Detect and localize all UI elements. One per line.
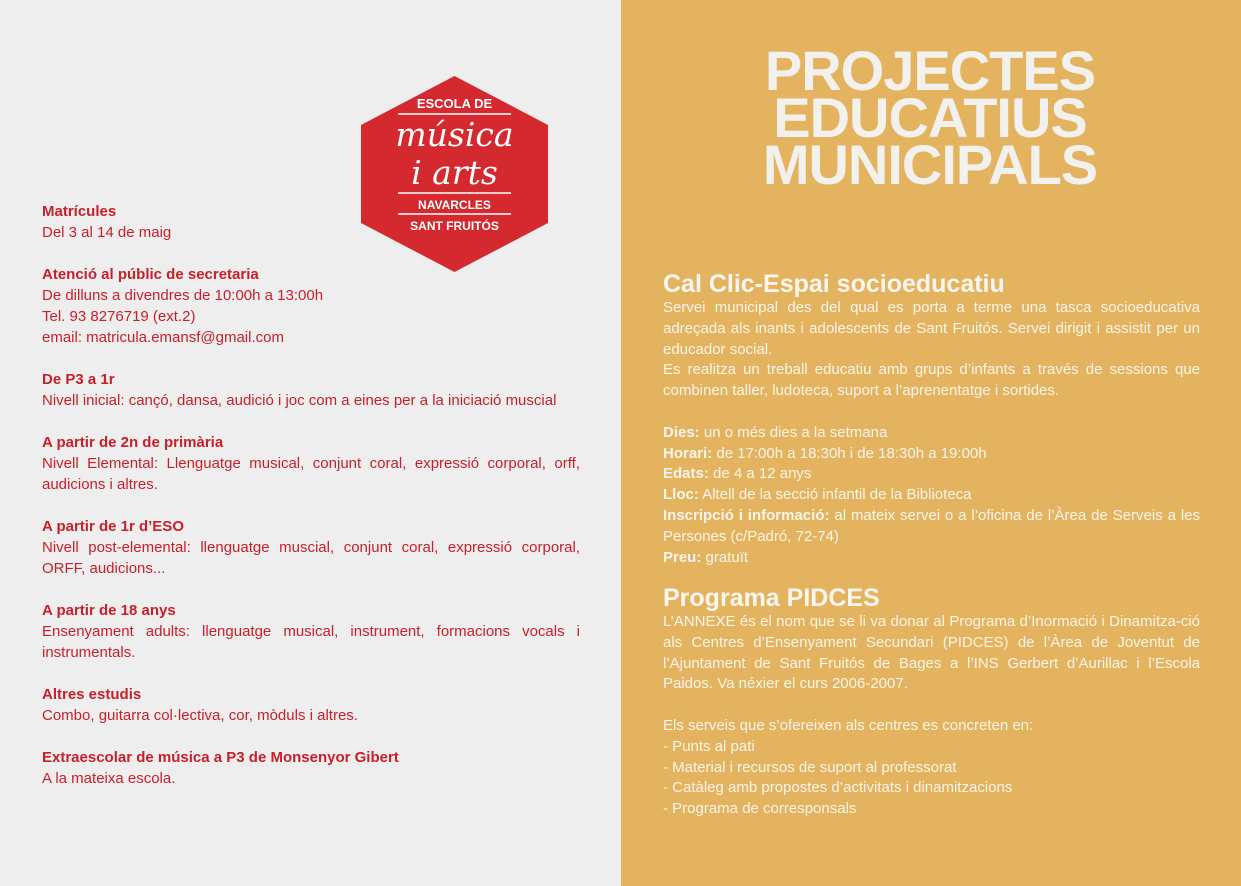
info-line: Ensenyament adults: llenguatge musical, instrument, formacions vocals i instrumentals. — [42, 623, 580, 661]
section-title: Programa PIDCES — [663, 584, 880, 612]
logo-line2: música — [395, 115, 514, 154]
detail-value: Altell de la secció infantil de la Biblioteca — [698, 486, 972, 504]
info-block-adults — [42, 600, 580, 663]
detail-label: Lloc: — [663, 486, 699, 504]
logo-line1: ESCOLA DE — [416, 96, 493, 111]
detail-label: Preu: — [663, 548, 702, 566]
title-line: PROJECTES — [764, 39, 1096, 102]
logo-line4: NAVARCLES — [418, 198, 491, 212]
info-block-primaria — [42, 432, 580, 495]
info-email: email: matricula.emansf@gmail.com — [42, 329, 284, 346]
section-title: Cal Clic-Espai socioeducatiu — [663, 270, 1005, 298]
info-title: A partir de 2n de primària — [42, 434, 224, 451]
detail-label: Horari: — [663, 444, 713, 462]
detail-value: al mateix servei o a l’oficina de l’Àrea de Serveis a les Persones (c/Padró, 72-74) — [663, 506, 1201, 545]
info-title: A partir de 1r d’ESO — [42, 518, 184, 535]
detail-label: Inscripció i informació: — [663, 506, 830, 524]
info-block-extraescolar — [42, 747, 580, 789]
info-title: A partir de 18 anys — [42, 602, 176, 619]
info-block-p3 — [42, 369, 580, 411]
detail-preu — [663, 548, 1200, 569]
pidces-section — [663, 584, 1200, 820]
info-line: Nivell Elemental: Llenguatge musical, conjunt coral, expressió corporal, orff, audicions i altres. — [42, 455, 580, 493]
detail-value: de 4 a 12 anys — [708, 465, 812, 483]
list-item: - Material i recursos de suport al professorat — [663, 758, 957, 776]
logo-line5: SANT FRUITÓS — [410, 219, 499, 233]
list-item: - Catàleg amb propostes d’activitats i dinamitzacions — [663, 779, 1013, 797]
info-title: Extraescolar de música a P3 de Monsenyor Gibert — [42, 749, 399, 766]
info-title: De P3 a 1r — [42, 371, 115, 388]
paragraph: Servei municipal des del qual es porta a terme una tasca socioeducativa adreçada als inants i adolescents de Sant Fruitós. Servei dirigit i assistit per un educador social. — [663, 299, 1200, 358]
list-item: - Programa de corresponsals — [663, 800, 857, 818]
detail-dies — [663, 423, 1200, 444]
page-title — [700, 39, 1160, 196]
detail-value: un o més dies a la setmana — [699, 423, 888, 441]
title-line: MUNICIPALS — [762, 133, 1098, 196]
info-block-eso — [42, 516, 580, 579]
detail-edats — [663, 464, 1200, 485]
paragraph: Els serveis que s’ofereixen als centres es concreten en: — [663, 716, 1034, 734]
cal-clic-section — [663, 270, 1200, 568]
info-line: Nivell inicial: cançó, dansa, audició i joc com a eines per a la iniciació muscial — [42, 392, 557, 409]
info-line: Combo, guitarra col·lectiva, cor, mòduls i altres. — [42, 707, 358, 724]
detail-label: Edats: — [663, 465, 709, 483]
detail-value: gratuït — [701, 548, 749, 566]
info-block-secretaria — [42, 264, 580, 348]
list-item: - Punts al pati — [663, 737, 755, 755]
detail-value: de 17:00h a 18:30h i de 18:30h a 19:00h — [712, 444, 987, 462]
logo-line3: i arts — [411, 153, 498, 192]
detail-lloc — [663, 485, 1200, 506]
detail-label: Dies: — [663, 423, 700, 441]
detail-inscripcio — [663, 506, 1200, 548]
info-title: Atenció al públic de secretaria — [42, 266, 259, 283]
info-block-altres — [42, 684, 580, 726]
info-line: De dilluns a divendres de 10:00h a 13:00h — [42, 287, 324, 304]
paragraph: L’ANNEXE és el nom que se li va donar al Programa d’Inormació i Dinamitza-ció als Centres d’Ensenyament Secundari (PIDCES) de l’Àrea de Joventut de l’Ajuntament de Sant Fruitós de Bages a l’INS Gerbert d’Aurillac i l’Escola Paidos. Va néxier el curs 2006-2007. — [663, 613, 1200, 693]
info-line: A la mateixa escola. — [42, 770, 176, 787]
info-line: Nivell post-elemental: llenguatge muscial, conjunt coral, expressió corporal, ORFF, audicions... — [42, 539, 580, 577]
enrollment-info — [42, 201, 580, 810]
info-title: Matrícules — [42, 203, 117, 220]
info-title: Altres estudis — [42, 686, 142, 703]
detail-horari — [663, 444, 1200, 465]
info-phone: Tel. 93 8276719 (ext.2) — [42, 308, 196, 325]
title-line: EDUCATIUS — [773, 86, 1087, 149]
info-block-matricules — [42, 201, 580, 243]
paragraph: Es realitza un treball educatiu amb grups d’infants a través de sessions que combinen taller, ludoteca, suport a l’aprenentatge i sortides. — [663, 361, 1200, 400]
info-line: Del 3 al 14 de maig — [42, 224, 172, 241]
